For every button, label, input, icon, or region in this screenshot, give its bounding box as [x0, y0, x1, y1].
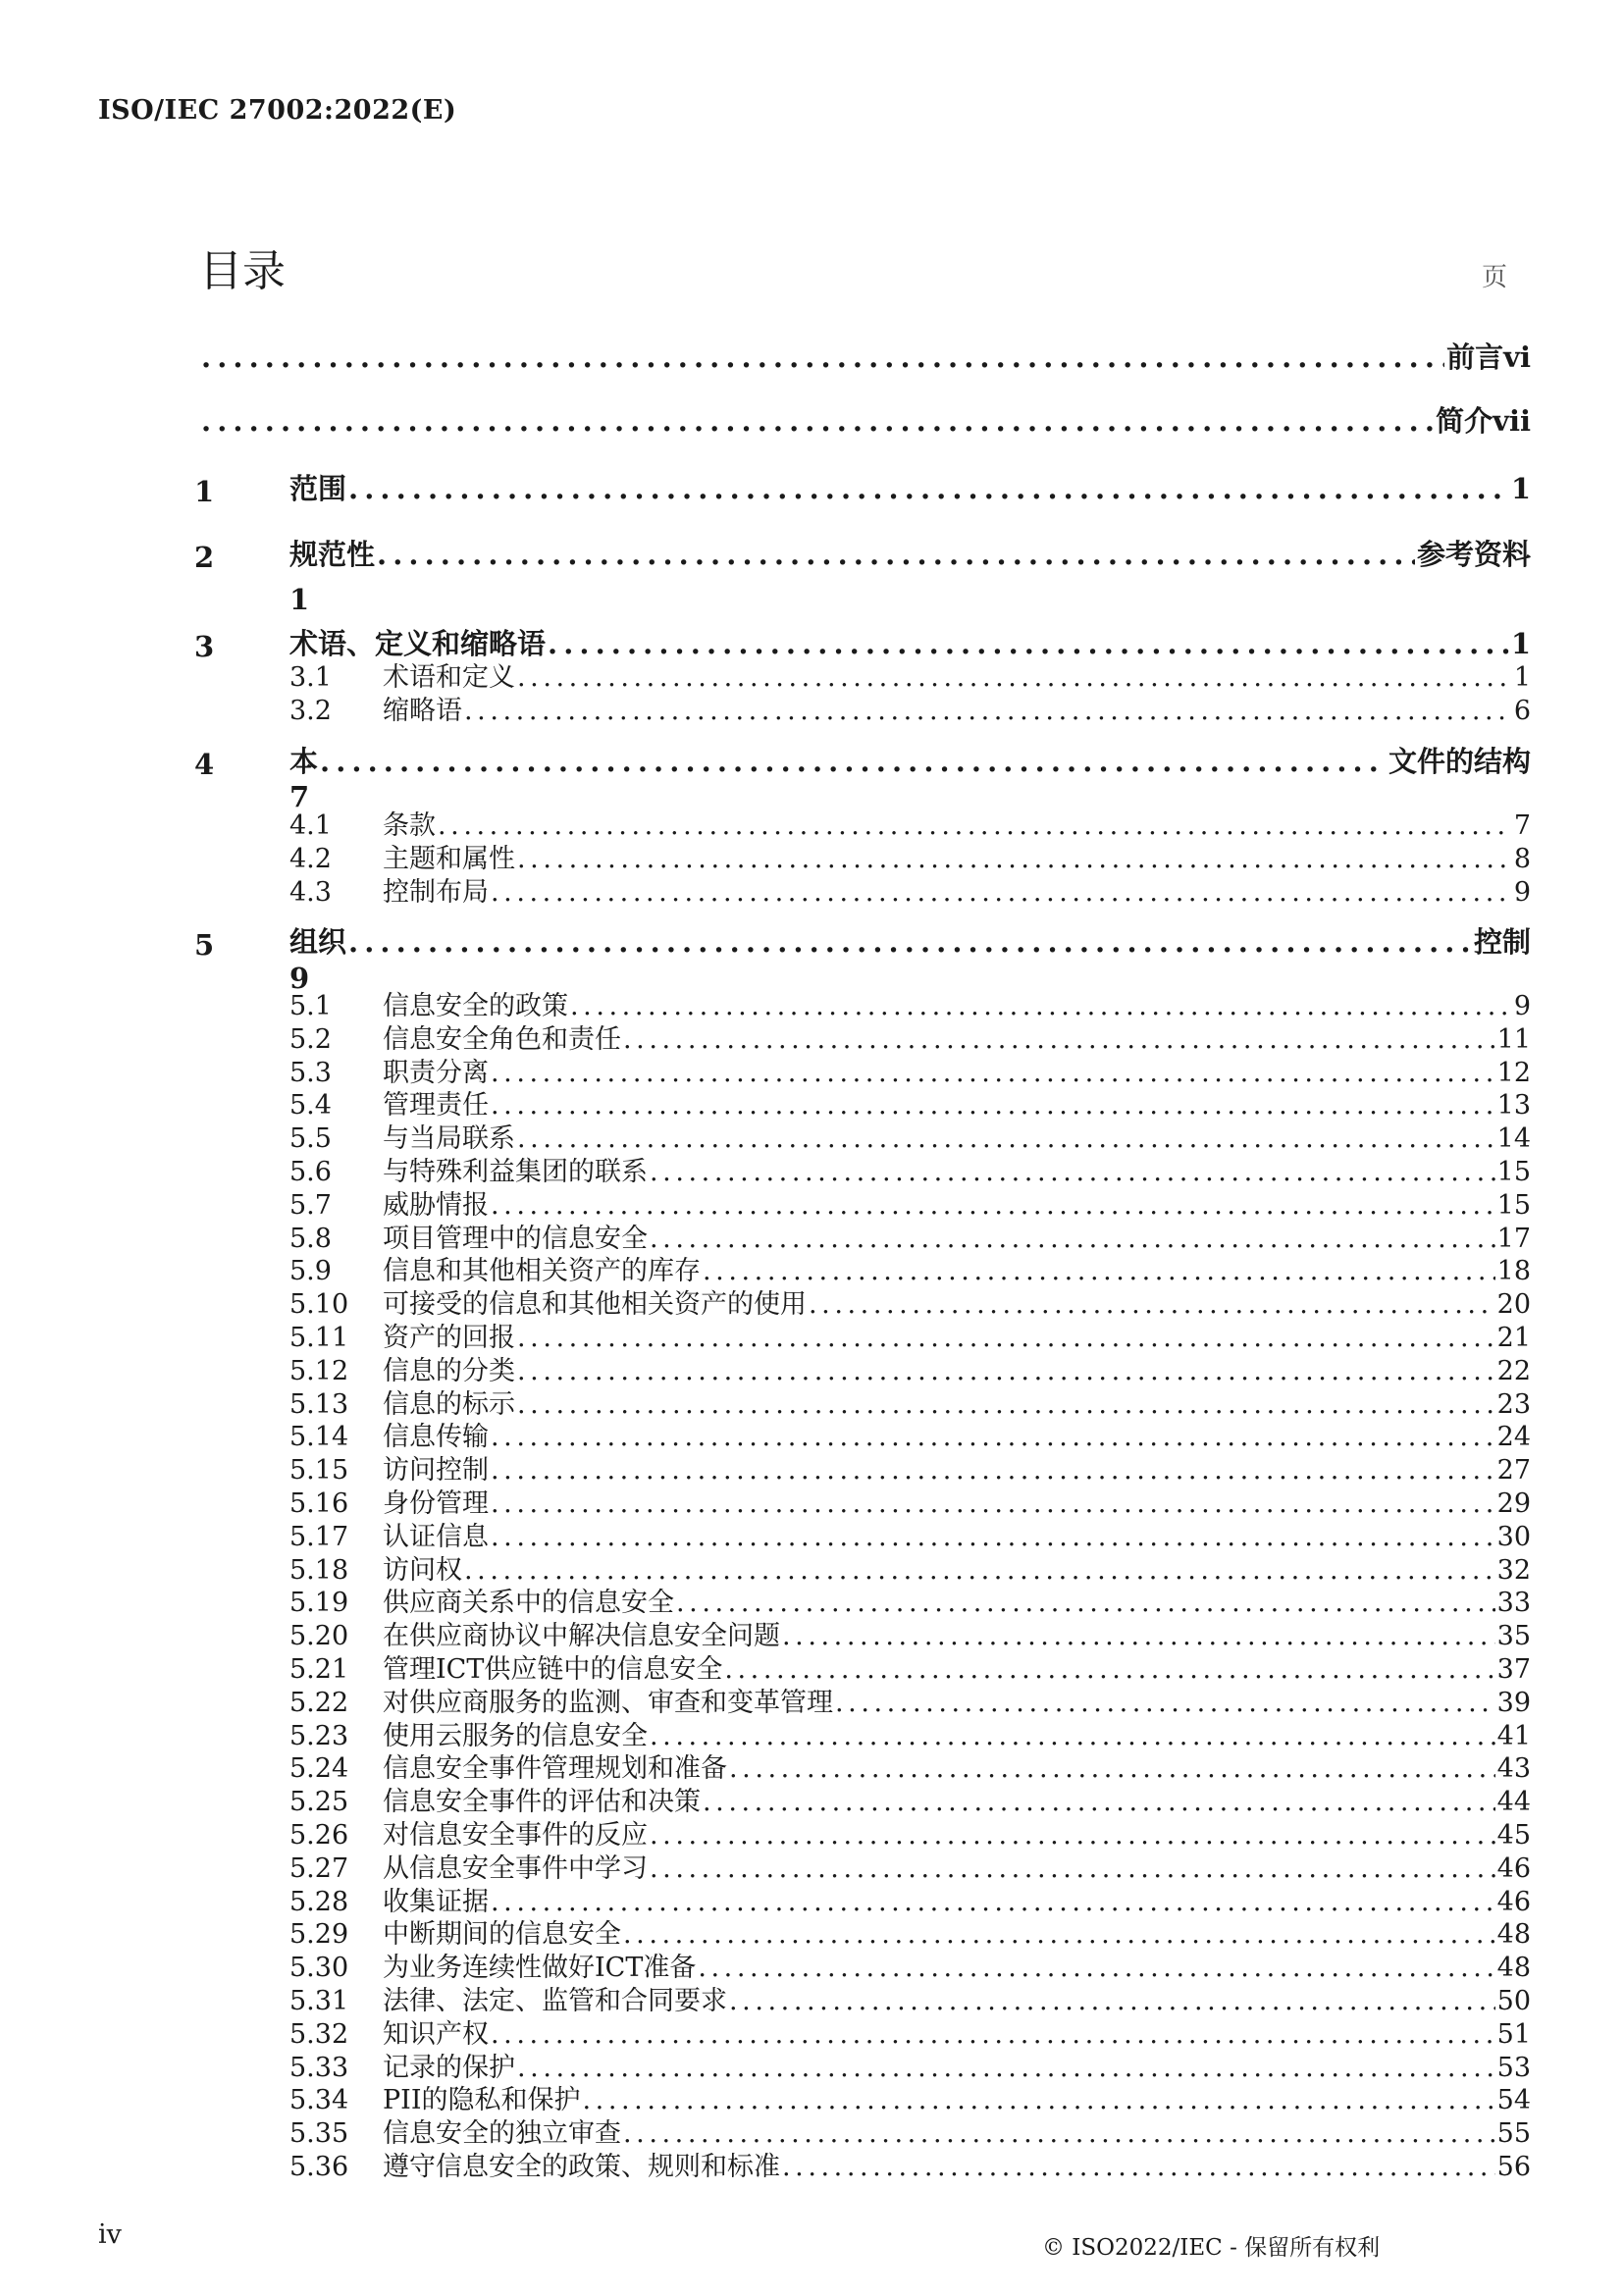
toc-entry-title: 本	[289, 745, 319, 778]
toc-subentry-title: 资产的回报	[383, 1323, 515, 1353]
toc-entry-title: 前言	[1446, 340, 1504, 374]
toc-subentry[interactable]	[289, 1521, 1531, 1552]
toc-entry-page: 9	[289, 962, 310, 995]
toc-subentry-number: 5.32	[289, 2018, 349, 2050]
toc-entry-section-4[interactable]	[289, 745, 1531, 778]
toc-subentry-title: 信息的分类	[383, 1355, 515, 1386]
leader-dots	[320, 748, 1387, 776]
leader-dots	[703, 1258, 1495, 1284]
leader-dots	[491, 1524, 1495, 1550]
leader-dots	[729, 1988, 1495, 2014]
toc-entry-page: 1	[1510, 472, 1531, 505]
toc-subentry-title: 缩略语	[383, 696, 462, 726]
toc-entry-title: 规范性	[289, 538, 376, 571]
toc-subentry-page: 24	[1496, 1422, 1531, 1453]
toc-subentry-number: 5.5	[289, 1123, 332, 1155]
toc-subentry-title: 管理责任	[383, 1090, 489, 1121]
leader-dots	[491, 1490, 1495, 1517]
leader-dots	[650, 1822, 1495, 1849]
page-column-label: 页	[1482, 263, 1508, 292]
toc-subentry[interactable]	[289, 1159, 1531, 1185]
leader-dots	[201, 343, 1444, 372]
leader-dots	[517, 2055, 1495, 2081]
toc-subentry-number: 4.1	[289, 810, 332, 841]
toc-subentry[interactable]	[289, 1852, 1531, 1884]
leader-dots	[201, 407, 1434, 436]
toc-subentry-number: 5.23	[289, 1720, 349, 1751]
toc-entry-introduction[interactable]	[199, 404, 1531, 438]
toc-subentry-title: 遵守信息安全的政策、规则和标准	[383, 2152, 780, 2182]
leader-dots	[438, 812, 1512, 839]
toc-subentry-title: 供应商关系中的信息安全	[383, 1588, 674, 1619]
toc-subentry-number: 5.2	[289, 1023, 332, 1055]
toc-subentry-title: 与当局联系	[383, 1123, 515, 1155]
toc-subentry[interactable]	[289, 1223, 1531, 1254]
toc-subentry-page: 9	[1513, 877, 1531, 908]
leader-dots	[491, 1457, 1495, 1484]
toc-subentry-number: 5.22	[289, 1687, 349, 1718]
leader-dots	[650, 1723, 1495, 1749]
toc-subentry-page: 30	[1496, 1521, 1531, 1552]
toc-subentry-page: 6	[1513, 696, 1531, 726]
toc-subentry-title: 条款	[383, 810, 436, 841]
toc-subentry[interactable]	[289, 1822, 1531, 1849]
toc-subentry-number: 5.26	[289, 1820, 349, 1851]
toc-entry-section-1[interactable]	[289, 472, 1531, 505]
leader-dots	[782, 1623, 1495, 1649]
toc-entry-foreword[interactable]	[199, 340, 1531, 374]
toc-subentry-number: 5.16	[289, 1488, 349, 1519]
toc-subentry[interactable]	[289, 2154, 1531, 2180]
toc-subentry[interactable]	[289, 1588, 1531, 1619]
toc-subentry[interactable]	[289, 1687, 1531, 1718]
toc-subentry[interactable]	[289, 1656, 1531, 1683]
leader-dots	[517, 1358, 1495, 1384]
toc-subentry-page: 7	[1513, 810, 1531, 841]
leader-dots	[570, 993, 1512, 1019]
toc-subentry[interactable]	[289, 1919, 1531, 1951]
leader-dots	[491, 1192, 1495, 1219]
toc-subentry-page: 43	[1496, 1753, 1531, 1785]
leader-dots	[809, 1291, 1495, 1318]
toc-subentry-number: 5.30	[289, 1953, 349, 1984]
toc-subentry[interactable]	[289, 1422, 1531, 1453]
toc-entry-section-3[interactable]	[289, 627, 1531, 660]
toc-subentry-number: 5.35	[289, 2118, 349, 2150]
toc-subentry-page: 45	[1496, 1820, 1531, 1851]
toc-section-number: 3	[194, 630, 215, 663]
toc-subentry-page: 9	[1513, 991, 1531, 1021]
footer-page-number: iv	[98, 2219, 122, 2250]
toc-subentry[interactable]	[289, 1953, 1531, 1984]
toc-entry-title: 组织	[289, 925, 347, 959]
leader-dots	[491, 1092, 1495, 1119]
toc-subentry-title: 可接受的信息和其他相关资产的使用	[383, 1289, 807, 1321]
toc-subentry-title: 管理ICT供应链中的信息安全	[383, 1654, 723, 1685]
toc-subentry-title: 中断期间的信息安全	[383, 1919, 621, 1951]
leader-dots	[724, 1656, 1494, 1683]
toc-subentry-page: 33	[1496, 1588, 1531, 1619]
leader-dots	[583, 2087, 1495, 2113]
toc-subentry[interactable]	[289, 1355, 1531, 1386]
toc-subentry-title: 项目管理中的信息安全	[383, 1223, 648, 1254]
toc-subentry[interactable]	[289, 1256, 1531, 1287]
toc-subentry-title: 术语和定义	[383, 662, 515, 693]
leader-dots	[491, 1060, 1495, 1086]
document-id: ISO/IEC 27002:2022(E)	[98, 95, 457, 126]
toc-subentry-title: 信息传输	[383, 1422, 489, 1453]
toc-subentry-number: 5.19	[289, 1588, 349, 1619]
toc-subentry-page: 18	[1496, 1256, 1531, 1287]
toc-subentry-page: 15	[1496, 1157, 1531, 1187]
toc-subentry-number: 5.3	[289, 1057, 332, 1088]
toc-subentry-number: 5.17	[289, 1521, 349, 1552]
toc-subentry-number: 5.25	[289, 1787, 349, 1818]
toc-subentry-page: 14	[1496, 1123, 1531, 1155]
toc-subentry-page: 11	[1496, 1023, 1531, 1055]
toc-subentry[interactable]	[289, 1988, 1531, 2014]
toc-subentry[interactable]	[289, 698, 1531, 724]
leader-dots	[650, 1226, 1495, 1252]
toc-subentry-number: 4.2	[289, 844, 332, 874]
toc-subentry-title: 威胁情报	[383, 1189, 489, 1221]
toc-subentry[interactable]	[289, 1023, 1531, 1055]
leader-dots	[729, 1755, 1495, 1782]
toc-subentry-title: 身份管理	[383, 1488, 489, 1519]
leader-dots	[491, 879, 1512, 906]
toc-entry-page: 1	[1510, 627, 1531, 660]
toc-subentry-page: 27	[1496, 1455, 1531, 1487]
toc-subentry[interactable]	[289, 2052, 1531, 2083]
toc-section-number: 5	[194, 928, 215, 962]
toc-subentry[interactable]	[289, 1189, 1531, 1221]
toc-entry-page: 7	[289, 780, 310, 813]
toc-subentry[interactable]	[289, 1455, 1531, 1487]
leader-dots	[377, 541, 1415, 569]
leader-dots	[348, 928, 1472, 957]
toc-subentry-title: PII的隐私和保护	[383, 2085, 581, 2116]
toc-subentry-page: 37	[1496, 1654, 1531, 1685]
toc-entry-title-tail: 参考资料	[1416, 538, 1531, 571]
toc-subentry-number: 5.21	[289, 1654, 349, 1685]
leader-dots	[703, 1789, 1495, 1815]
toc-entry-page: 1	[289, 583, 310, 616]
toc-subentry-title: 为业务连续性做好ICT准备	[383, 1953, 697, 1984]
toc-subentry-page: 13	[1496, 1090, 1531, 1121]
toc-subentry-page: 51	[1496, 2018, 1531, 2050]
leader-dots	[782, 2154, 1495, 2180]
toc-subentry[interactable]	[289, 2118, 1531, 2150]
toc-subentry-number: 5.11	[289, 1323, 349, 1353]
toc-subentry-number: 5.15	[289, 1455, 349, 1487]
toc-subentry[interactable]	[289, 1388, 1531, 1420]
toc-subentry-title: 对供应商服务的监测、审查和变革管理	[383, 1687, 833, 1718]
toc-entry-title: 简介	[1436, 404, 1493, 438]
toc-subentry-page: 22	[1496, 1355, 1531, 1386]
leader-dots	[491, 1424, 1495, 1450]
toc-subentry-title: 与特殊利益集团的联系	[383, 1157, 648, 1187]
toc-subentry[interactable]	[289, 846, 1531, 872]
toc-subentry-title: 收集证据	[383, 1886, 489, 1917]
toc-subentry-number: 5.6	[289, 1157, 332, 1187]
toc-subentry[interactable]	[289, 1720, 1531, 1751]
toc-subentry-title: 认证信息	[383, 1521, 489, 1552]
toc-subentry-title: 信息安全事件管理规划和准备	[383, 1753, 727, 1785]
leader-dots	[698, 1955, 1494, 1981]
toc-subentry-number: 5.34	[289, 2085, 349, 2116]
toc-subentry-page: 21	[1496, 1323, 1531, 1353]
toc-subentry[interactable]	[289, 993, 1531, 1019]
toc-subentry-page: 44	[1496, 1787, 1531, 1818]
toc-subentry-page: 46	[1496, 1852, 1531, 1884]
toc-subentry-number: 5.4	[289, 1090, 332, 1121]
toc-subentry-title: 信息和其他相关资产的库存	[383, 1256, 701, 1287]
toc-subentry-page: 48	[1496, 1919, 1531, 1951]
leader-dots	[517, 846, 1512, 872]
toc-subentry-number: 5.12	[289, 1355, 349, 1386]
footer-copyright: © ISO2022/IEC - 保留所有权利	[1042, 2235, 1381, 2261]
toc-subentry[interactable]	[289, 1092, 1531, 1119]
leader-dots	[623, 2120, 1495, 2147]
toc-subentry-title: 职责分离	[383, 1057, 489, 1088]
leader-dots	[491, 1889, 1495, 1915]
toc-entry-page: vi	[1503, 340, 1531, 374]
toc-subentry-title: 使用云服务的信息安全	[383, 1720, 648, 1751]
toc-subentry-page: 46	[1496, 1886, 1531, 1917]
toc-subentry-number: 5.18	[289, 1554, 349, 1586]
toc-subentry[interactable]	[289, 2085, 1531, 2116]
toc-subentry-title: 对信息安全事件的反应	[383, 1820, 648, 1851]
toc-subentry[interactable]	[289, 812, 1531, 839]
toc-subentry-page: 12	[1496, 1057, 1531, 1088]
toc-subentry-page: 15	[1496, 1189, 1531, 1221]
leader-dots	[464, 1557, 1495, 1584]
toc-subentry-page: 23	[1496, 1388, 1531, 1420]
toc-subentry-title: 信息安全的政策	[383, 991, 568, 1021]
toc-entry-page: vii	[1493, 404, 1531, 438]
toc-subentry-number: 5.8	[289, 1223, 332, 1254]
leader-dots	[835, 1690, 1495, 1716]
toc-subentry-title: 信息的标示	[383, 1388, 515, 1420]
toc-subentry-number: 5.20	[289, 1621, 349, 1652]
leader-dots	[650, 1855, 1495, 1882]
toc-subentry-title: 记录的保护	[383, 2052, 515, 2083]
leader-dots	[650, 1159, 1495, 1185]
toc-subentry-number: 3.2	[289, 696, 332, 726]
toc-subentry-title: 信息安全角色和责任	[383, 1023, 621, 1055]
toc-subentry-number: 5.29	[289, 1919, 349, 1951]
toc-subentry-page: 41	[1496, 1720, 1531, 1751]
toc-section-number: 1	[194, 475, 215, 508]
leader-dots	[464, 698, 1512, 724]
toc-subentry-title: 在供应商协议中解决信息安全问题	[383, 1621, 780, 1652]
leader-dots	[517, 1325, 1495, 1351]
toc-subentry-number: 5.33	[289, 2052, 349, 2083]
leader-dots	[517, 1125, 1495, 1152]
toc-subentry-number: 5.1	[289, 991, 332, 1021]
toc-subentry-page: 39	[1496, 1687, 1531, 1718]
leader-dots	[623, 1026, 1495, 1053]
toc-subentry-page: 8	[1513, 844, 1531, 874]
toc-subentry-number: 4.3	[289, 877, 332, 908]
toc-subentry-number: 5.24	[289, 1753, 349, 1785]
toc-section-number: 2	[194, 541, 215, 574]
leader-dots	[517, 664, 1512, 691]
toc-subentry-title: 控制布局	[383, 877, 489, 908]
toc-entry-title-tail: 控制	[1473, 925, 1531, 959]
toc-subentry-title: 法律、法定、监管和合同要求	[383, 1986, 727, 2016]
toc-subentry-page: 20	[1496, 1289, 1531, 1321]
toc-subentry-title: 从信息安全事件中学习	[383, 1852, 648, 1884]
toc-subentry-page: 53	[1496, 2052, 1531, 2083]
toc-subentry-title: 访问权	[383, 1554, 462, 1586]
leader-dots	[491, 2021, 1495, 2048]
toc-subentry[interactable]	[289, 1057, 1531, 1088]
toc-subentry-number: 5.27	[289, 1852, 349, 1884]
toc-subentry-title: 信息安全事件的评估和决策	[383, 1787, 701, 1818]
toc-subentry[interactable]	[289, 1123, 1531, 1155]
toc-subentry-page: 50	[1496, 1986, 1531, 2016]
toc-subentry-number: 5.9	[289, 1256, 332, 1287]
toc-subentry[interactable]	[289, 879, 1531, 906]
toc-title: 目录	[199, 246, 286, 296]
toc-subentry-number: 5.14	[289, 1422, 349, 1453]
toc-subentry-number: 5.7	[289, 1189, 332, 1221]
toc-entry-section-5[interactable]	[289, 925, 1531, 959]
toc-subentry[interactable]	[289, 1787, 1531, 1818]
toc-subentry[interactable]	[289, 664, 1531, 691]
leader-dots	[517, 1391, 1495, 1418]
toc-subentry-number: 5.28	[289, 1886, 349, 1917]
toc-entry-title: 术语、定义和缩略语	[289, 627, 547, 660]
leader-dots	[348, 475, 1509, 503]
toc-subentry[interactable]	[289, 2018, 1531, 2050]
toc-subentry[interactable]	[289, 1621, 1531, 1652]
toc-subentry-number: 5.31	[289, 1986, 349, 2016]
toc-subentry-number: 5.13	[289, 1388, 349, 1420]
leader-dots	[623, 1921, 1495, 1948]
toc-subentry-page: 32	[1496, 1554, 1531, 1586]
toc-subentry-page: 29	[1496, 1488, 1531, 1519]
toc-entry-section-2[interactable]	[289, 538, 1531, 571]
toc-entry-title: 范围	[289, 472, 347, 505]
toc-subentry[interactable]	[289, 1325, 1531, 1351]
toc-subentry[interactable]	[289, 1289, 1531, 1321]
toc-subentry-number: 3.1	[289, 662, 332, 693]
toc-subentry-page: 56	[1496, 2152, 1531, 2182]
leader-dots	[548, 630, 1509, 658]
toc-subentry-title: 主题和属性	[383, 844, 515, 874]
leader-dots	[676, 1590, 1495, 1616]
toc-subentry-number: 5.36	[289, 2152, 349, 2182]
toc-section-number: 4	[194, 748, 215, 781]
toc-subentry[interactable]	[289, 1490, 1531, 1517]
toc-subentry-title: 访问控制	[383, 1455, 489, 1487]
toc-subentry-page: 48	[1496, 1953, 1531, 1984]
toc-subentry-number: 5.10	[289, 1289, 349, 1321]
toc-subentry[interactable]	[289, 1886, 1531, 1917]
toc-subentry-page: 54	[1496, 2085, 1531, 2116]
toc-subentry-page: 1	[1513, 662, 1531, 693]
toc-subentry[interactable]	[289, 1554, 1531, 1586]
toc-entry-title-tail: 文件的结构	[1388, 745, 1531, 778]
toc-subentry[interactable]	[289, 1753, 1531, 1785]
toc-subentry-page: 17	[1496, 1223, 1531, 1254]
toc-subentry-title: 知识产权	[383, 2018, 489, 2050]
toc-subentry-title: 信息安全的独立审查	[383, 2118, 621, 2150]
toc-subentry-page: 55	[1496, 2118, 1531, 2150]
toc-subentry-page: 35	[1496, 1621, 1531, 1652]
